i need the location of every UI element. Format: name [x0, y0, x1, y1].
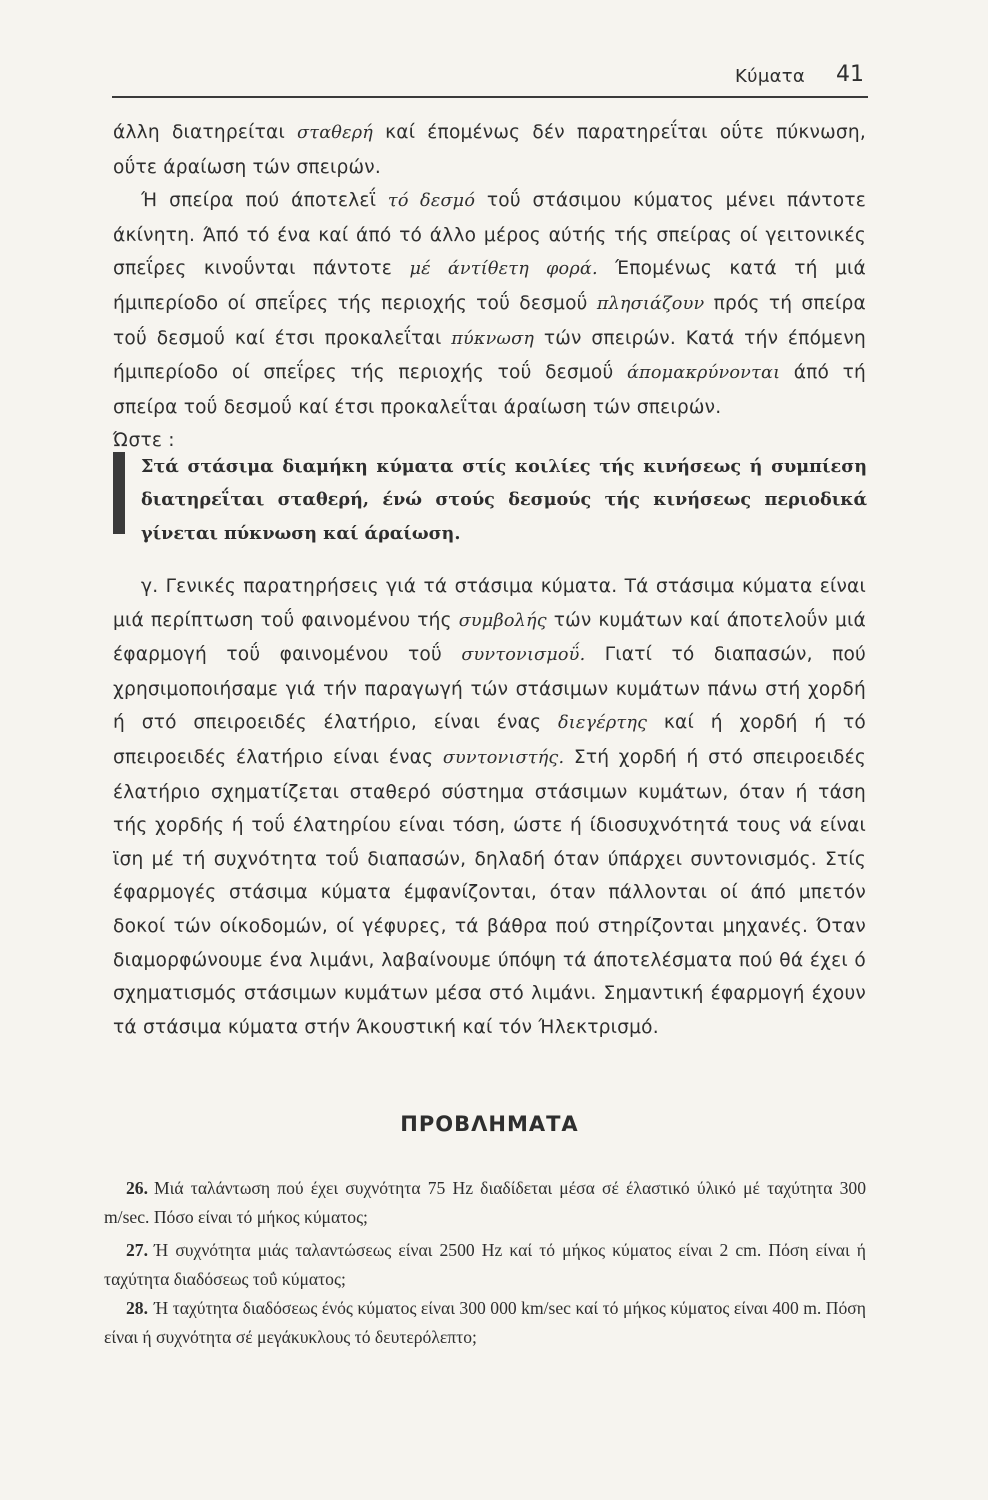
highlight-box: [113, 450, 866, 542]
page-number: 41: [836, 62, 864, 87]
problem-text: Ή ταχύτητα διαδόσεως ένός κύματος είναι 300 000 km/sec καί τό μήκος κύματος είναι 400 m. Πόση είναι ή συχνότητα σέ μεγάκυκλους τό δευτερόλεπτο;: [104, 1298, 866, 1347]
problems-heading: ΠΡΟΒΛΗΜΑΤΑ: [400, 1112, 579, 1136]
running-head: [735, 62, 870, 90]
problem-text: Ή συχνότητα μιάς ταλαντώσεως είναι 2500 Hz καί τό μήκος κύματος είναι 2 cm. Πόση είναι ή ταχύτητα διαδόσεως τοΰ κύματος;: [104, 1240, 866, 1289]
paragraph-conclusion-lead: Ώστε :: [113, 430, 175, 452]
problem-number: 28.: [126, 1298, 148, 1318]
paragraph-continuation: άλλη διατηρείται σταθερή καί έπομένως δέν παρατηρεΐται οΰτε πύκνωση, οΰτε άραίωση τών σπειρών.: [113, 122, 866, 178]
problem-number: 27.: [126, 1240, 148, 1260]
problem-item: [104, 1294, 866, 1352]
paragraph-node-spring: Ή σπείρα πού άποτελεΐ τό δεσμό τοΰ στάσιμου κύματος μένει πάντοτε άκίνητη. Άπό τό ένα καί άπό τό άλλο μέρος αύτής τής σπείρας οί γειτονικές σπεΐρες κινοΰνται πάντοτε μέ άντίθετη φορά. Έπομένως κατά τή μιά ήμιπερίοδο οί σπεΐρες τής περιοχής τοΰ δεσμοΰ πλησιάζουν πρός τή σπείρα τοΰ δεσμοΰ καί έτσι προκαλεΐται πύκνωση τών σπειρών. Κατά τήν έπόμενη ήμιπερίοδο οί σπεΐρες τής περιοχής τοΰ δεσμοΰ άπομακρύνονται άπό τή σπείρα τοΰ δεσμοΰ καί έτσι προκαλεΐται άραίωση τών σπειρών.: [113, 190, 867, 418]
intro-text: [113, 116, 866, 458]
problem-item: [104, 1174, 866, 1232]
highlight-text: Στά στάσιμα διαμήκη κύματα στίς κοιλίες τής κινήσεως ή συμπίεση διατηρεΐται σταθερή, ένώ στούς δεσμούς τής κινήσεως περιοδικά γίνεται πύκνωση καί άραίωση.: [141, 456, 867, 544]
highlight-bar: [113, 452, 125, 534]
problem-number: 26.: [126, 1178, 148, 1198]
running-head-title: Κύματα: [735, 66, 806, 87]
header-rule: [112, 96, 868, 98]
problem-text: Μιά ταλάντωση πού έχει συχνότητα 75 Hz διαδίδεται μέσα σέ έλαστικό ύλικό μέ ταχύτητα 300 m/sec. Πόσο είναι τό μήκος κύματος;: [104, 1178, 866, 1227]
paragraph-general-remarks: γ. Γενικές παρατηρήσεις γιά τά στάσιμα κύματα. Τά στάσιμα κύματα είναι μιά περίπτωση τοΰ φαινομένου τής συμβολής τών κυμάτων καί άποτελοΰν μιά έφαρμογή τοΰ φαινομένου τοΰ συντονισμοΰ. Γιατί τό διαπασών, πού χρησιμοποιήσαμε γιά τήν παραγωγή τών στάσιμων κυμάτων πάνω στή χορδή ή στό σπειροειδές έλατήριο, είναι ένας διεγέρτης καί ή χορδή ή τό σπειροειδές έλατήριο είναι ένας συντονιστής. Στή χορδή ή στό σπειροειδές έλατήριο σχηματίζεται σταθερό σύστημα στάσιμων κυμάτων, όταν ή τάση τής χορδής ή τοΰ έλατηρίου είναι τόση, ώστε ή ίδιοσυχνότητά τους νά είναι ϊση μέ τή συχνότητα τοΰ διαπασών, δηλαδή όταν ύπάρχει συντονισμός. Στίς έφαρμογές στάσιμα κύματα έμφανίζονται, όταν πάλλονται οί άπό μπετόν δοκοί τών οίκοδομών, οί γέφυρες, τά βάθρα πού στηρίζονται μηχανές. Όταν διαμορφώνουμε ένα λιμάνι, λαβαίνουμε ύπόψη τά άποτελέσματα πού θά έχει ό σχηματισμός στάσιμων κυμάτων μέσα στό λιμάνι. Σημαντική έφαρμογή έχουν τά στάσιμα κύματα στήν Άκουστική καί τόν Ήλεκτρισμό.: [113, 576, 867, 1038]
section-general-remarks: [113, 570, 866, 1044]
problem-item: [104, 1236, 866, 1294]
